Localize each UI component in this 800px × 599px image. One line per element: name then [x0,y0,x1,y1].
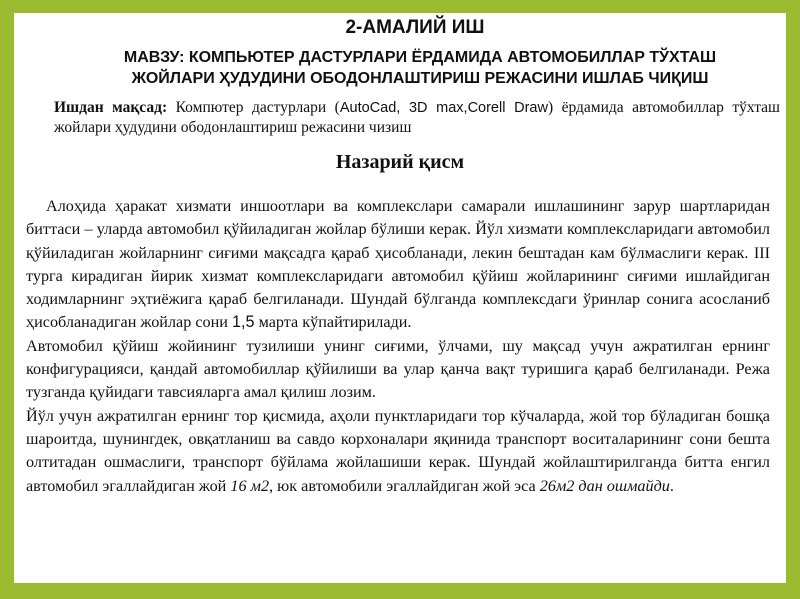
goal-label: Ишдан мақсад: [54,99,168,116]
topic-line-2: ЖОЙЛАРИ ҲУДУДИНИ ОБОДОНЛАШТИРИШ РЕЖАСИНИ ИШЛАБ ЧИҚИШ [131,70,709,87]
goal-software: AutoCad, 3D max,Corell Draw [339,100,548,116]
paragraph-1-text: Алоҳида ҳаракат хизмати иншоотлари ва комплекслари самарали ишлашининг зарур шартларидан биттаси – уларда автомобил қўйиладиган жойлар бўлиши керак. Йўл хизмати комплексларидаги автомобил қўйиладиган жойларнинг сиғими мақсадга қараб ҳисобланади, лекин бештадан кам бўлмаслиги керак. III турга кирадиган йирик хизмат комплексларидаги автомобил қўйиш жойларининг сиғими ишлайдиган ходимларнинг эҳтиёжига қараб белгиланади. Шундай бўлганда комплексдаги ўринлар сонига асосланиб ҳисобланадиган жойлар сони [26,197,770,332]
paragraph-1-end: марта кўпайтирилади. [254,313,412,332]
goal-text-a: Компютер дастурлари ( [167,99,340,116]
paragraph-2: Автомобил қўйиш жойининг тузилиши унинг сиғими, ўлчами, шу мақсад учун ажратилган ернинг конфигурацияси, қандай автомобиллар қўйилиши ва улар қанча вақт туришига қараб белгиланади. Режа тузганда қуйидаги тавсияларга амал қилиш лозим. [26,336,770,402]
topic-line-1: МАВЗУ: КОМПЬЮТЕР ДАСТУРЛАРИ ЁРДАМИДА АВТОМОБИЛЛАР ТЎХТАШ [123,49,717,66]
page-title: 2-АМАЛИЙ ИШ [345,17,485,38]
body-text [26,195,770,498]
goal-paragraph [54,98,780,137]
paragraph-3-area-truck: 26м2 дан ошмайди [539,476,670,495]
paragraph-3-text-b: , юк автомобили эгаллайдиган жой эса [269,476,540,495]
paragraph-3 [26,405,770,498]
section-heading: Назарий қисм [335,151,465,173]
paragraph-1-number: 1,5 [232,313,255,332]
goal-text-b: ) ёрдамида автомобиллар тўхташ жойлари ҳудудини ободонлаштириш режасини чизиш [54,99,780,136]
paragraph-3-text-a: Йўл учун ажратилган ернинг тор қисмида, аҳоли пунктларидаги тор кўчаларда, жой тор бўладиган бошқа шароитда, шунингдек, овқатланиш ва савдо корхоналари яқинида транспорт воситаларининг сони бешта олтитадан ошмаслиги, транспорт бўйлама жойлашиши керак. Шундай жойлаштирилганда битта енгил автомобил эгаллайдиган жой [26,406,770,495]
paragraph-3-text-c: . [669,476,674,495]
paragraph-3-area-car: 16 м2 [230,476,270,495]
slide [14,13,786,583]
paragraph-1 [26,195,770,335]
topic-heading [74,47,766,89]
